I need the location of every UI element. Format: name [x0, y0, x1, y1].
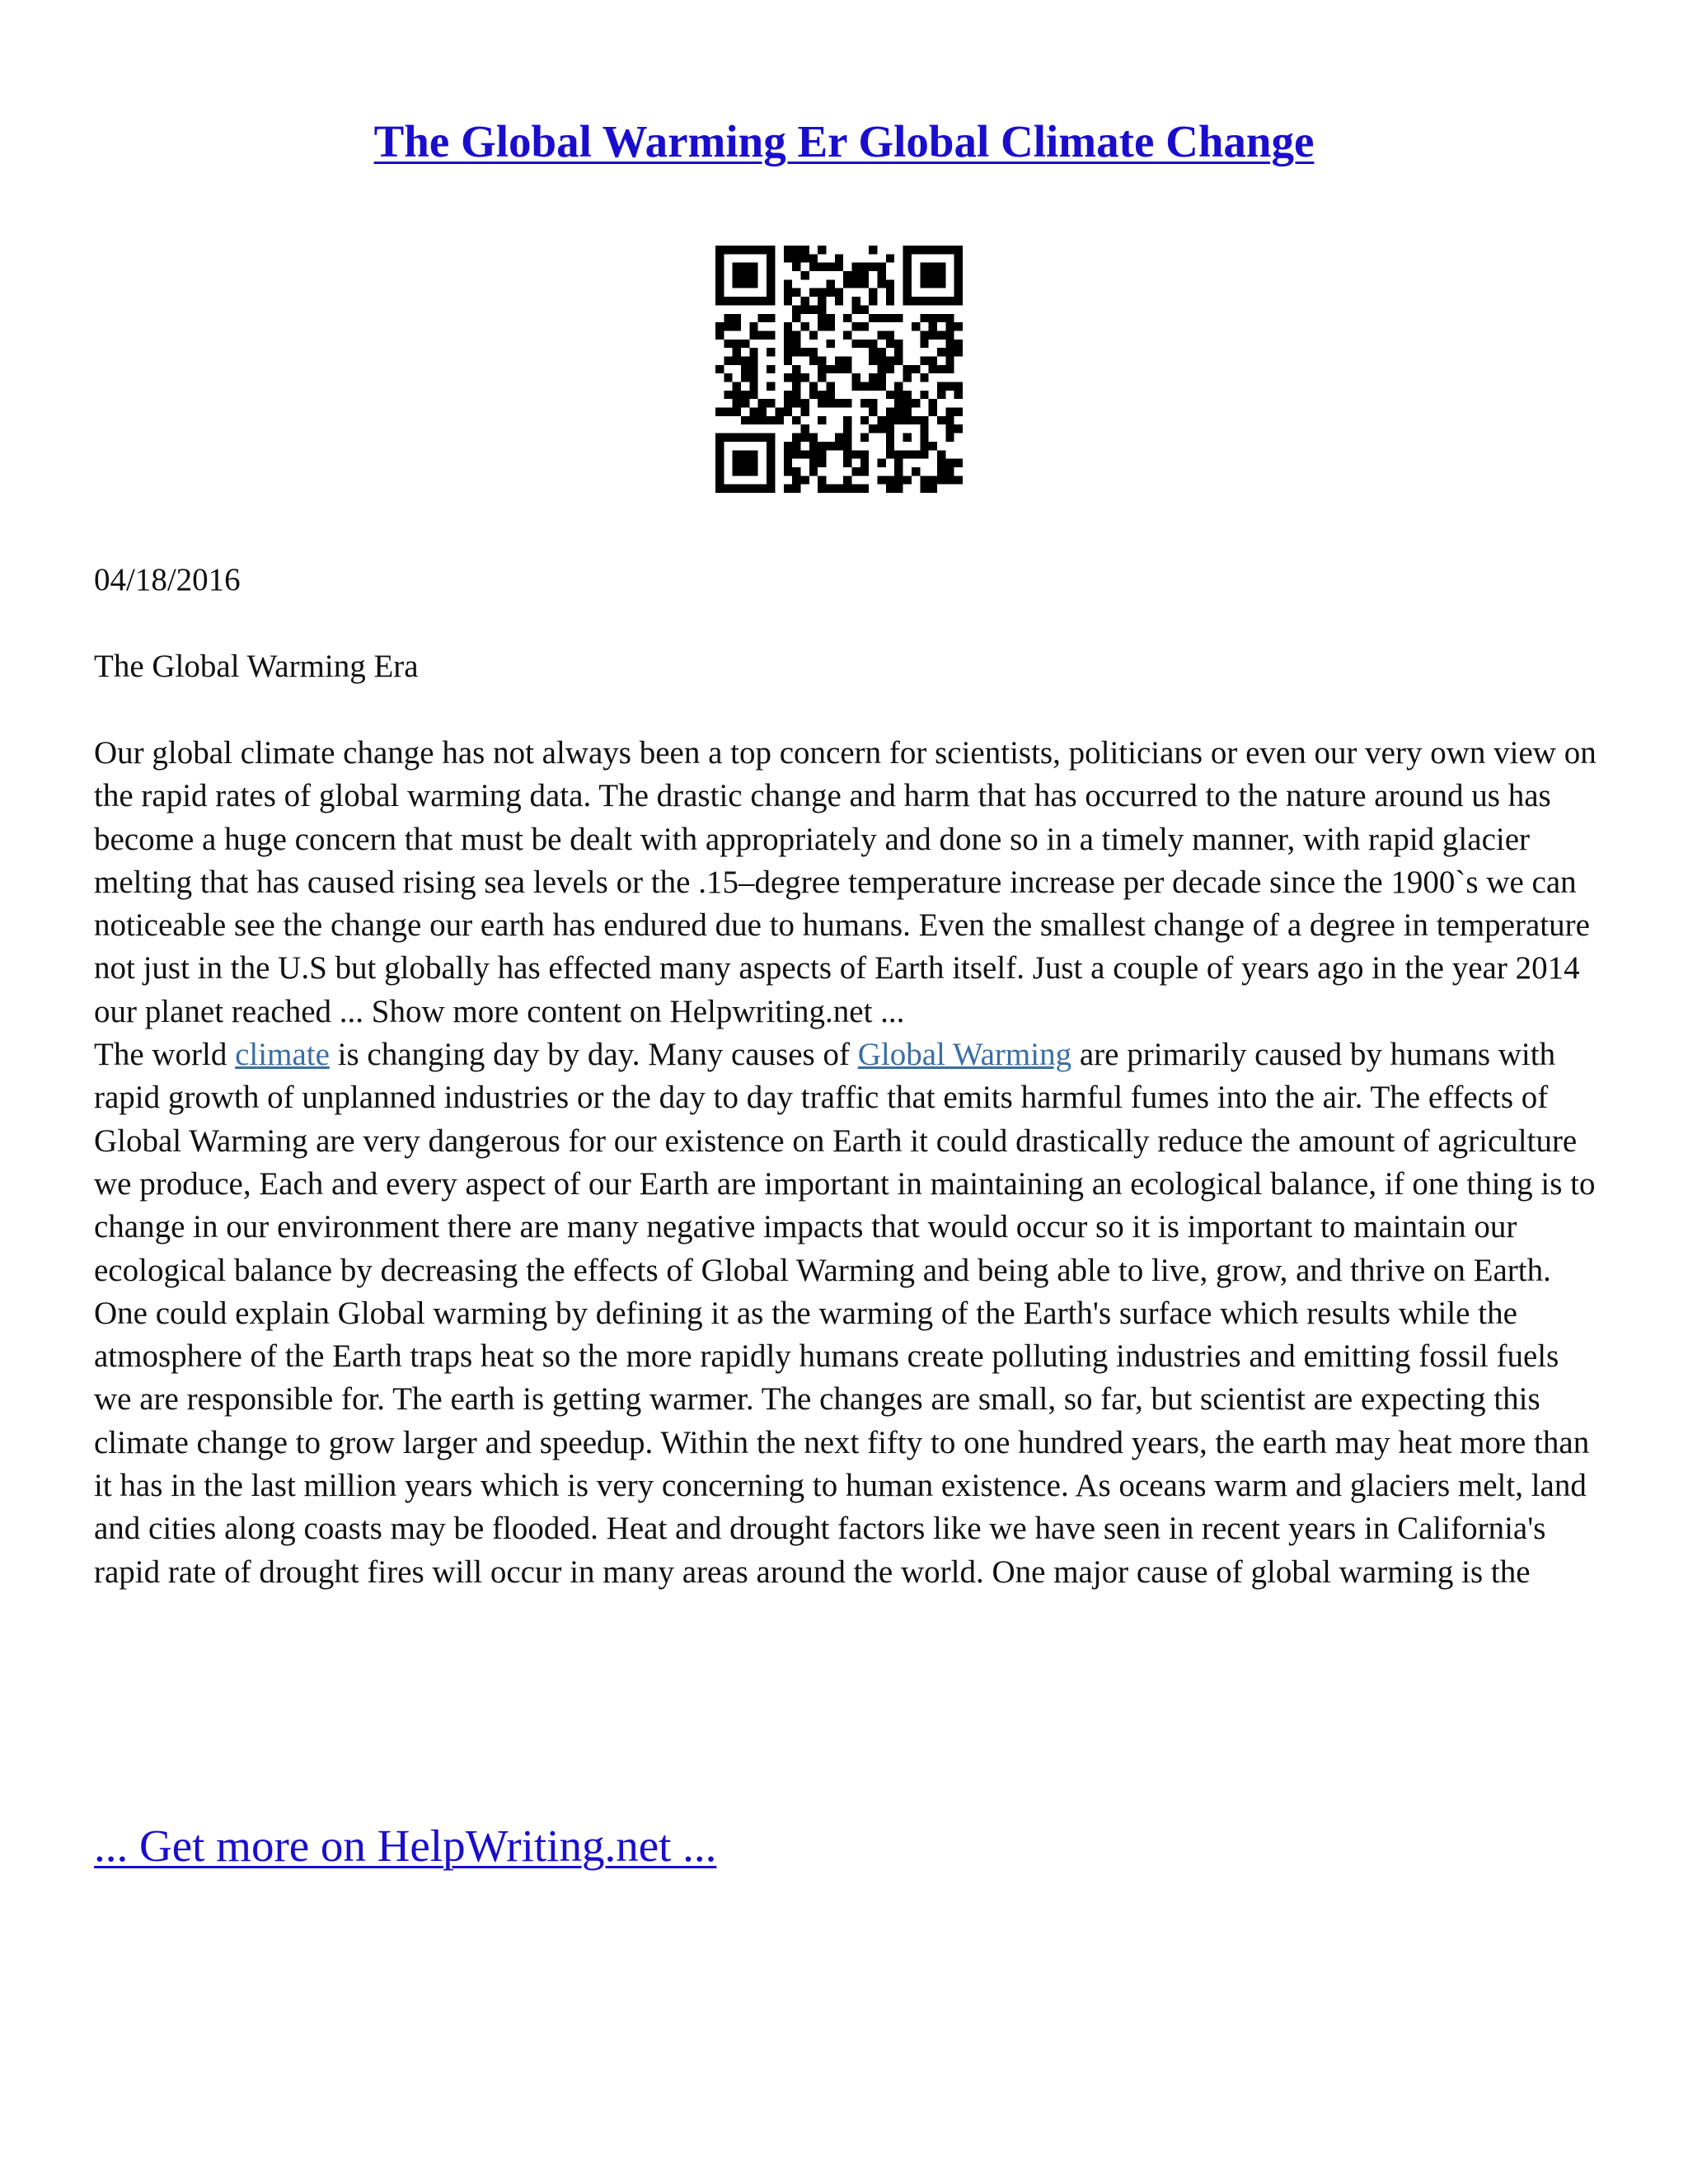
page-title-link[interactable]: The Global Warming Er Global Climate Change — [373, 116, 1315, 166]
paragraph-intro: Our global climate change has not always been a top concern for scientists, politicians or even our very own view on the rapid rates of global warming data. The drastic change and harm that has occurred to the nature around us has become a huge concern that must be dealt with appropriately and done so in a timely manner, with rapid glacier melting that has caused rising sea levels or the .15–degree temperature increase per decade since the 1900`s we can noticeable see the change our earth has endured due to humans. Even the smallest change of a degree in temperature not just in the U.S but globally has effected many aspects of Earth itself. Just a couple of years ago in the year 2014 our planet reached ... Show more content on Helpwriting.net ... — [94, 735, 1597, 1029]
document-heading: The Global Warming Era — [94, 649, 419, 684]
paragraph-world-climate — [94, 1033, 1602, 1292]
title-container — [0, 115, 1688, 167]
document-body — [94, 732, 1602, 1594]
paragraph-text: are primarily caused by humans with rapid growth of unplanned industries or the day to day traffic that emits harmful fumes into the air. The effects of Global Warming are very dangerous for our existence on Earth it could drastically reduce the amount of agriculture we produce, Each and every aspect of our Earth are important in maintaining an ecological balance, if one thing is to change in our environment there are many negative impacts that would occur so it is important to maintain our ecological balance by decreasing the effects of Global Warming and being able to live, grow, and thrive on Earth. — [94, 1037, 1596, 1288]
paragraph-text: is changing day by day. Many causes of — [329, 1037, 858, 1073]
paragraph-explanation: One could explain Global warming by defining it as the warming of the Earth's surface which results while the atmosphere of the Earth traps heat so the more rapidly humans create polluting industries and emitting fossil fuels we are responsible for. The earth is getting warmer. The changes are small, so far, but scientist are expecting this climate change to grow larger and speedup. Within the next fifty to one hundred years, the earth may heat more than it has in the last million years which is very concerning to human existence. As oceans warm and glaciers melt, land and cities along coasts may be flooded. Heat and drought factors like we have seen in recent years in California's rapid rate of drought fires will occur in many areas around the world. One major cause of global warming is the — [94, 1295, 1590, 1590]
qr-code-image — [715, 246, 963, 493]
climate-link[interactable]: climate — [235, 1037, 330, 1073]
paragraph-text: The world — [94, 1037, 236, 1073]
global-warming-link[interactable]: Global Warming — [857, 1037, 1072, 1073]
document-date: 04/18/2016 — [94, 562, 241, 598]
get-more-link[interactable]: ... Get more on HelpWriting.net ... — [94, 1821, 717, 1871]
